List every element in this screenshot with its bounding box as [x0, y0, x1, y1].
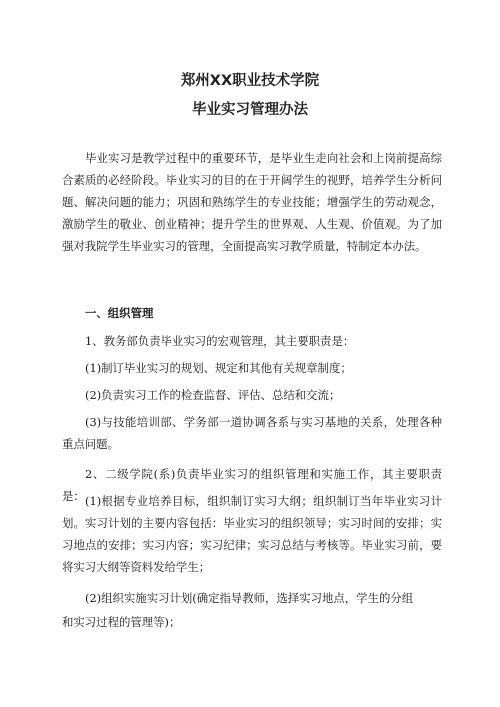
item-2-1-internship-plan: (1)根据专业培养目标，组织制订实习大纲；组织制订当年毕业实习计划。实习计划的主要内容包括：毕业实习的组织领导；实习时间的安排；实习地点的安排；实习内容；实习纪律；实习总结与考核等。毕业实习前，要将实习大纲等资料发给学生； — [62, 494, 442, 574]
item-1-3-coordination: (3)与技能培训部、学务部一道协调各系与实习基地的关系，处理各种重点问题。 — [62, 415, 442, 451]
item-1-2-supervision: (2)负责实习工作的检查监督、评估、总结和交流； — [85, 388, 341, 402]
item-2-2-implementation-line1: (2)组织实施实习计划(确定指导教师，选择实习地点，学生的分组 — [85, 591, 414, 605]
item-2-2-implementation-line2: 和实习过程的管理等)； — [62, 615, 181, 629]
section-heading-organization: 一、组织管理 — [85, 306, 154, 320]
item-1-academic-affairs: 1、教务部负责毕业实习的宏观管理，其主要职责是： — [85, 334, 355, 348]
document-title-regulation: 毕业实习管理办法 — [192, 102, 308, 118]
document-title-institution: 郑州XX职业技术学院 — [180, 73, 320, 89]
item-1-1-regulations: (1)制订毕业实习的规划、规定和其他有关规章制度； — [85, 361, 352, 375]
item-2-college-department: 2、二级学院(系)负责毕业实习的组织管理和实施工作，其主要职责是： — [62, 467, 442, 503]
intro-paragraph: 毕业实习是教学过程中的重要环节，是毕业生走向社会和上岗前提高综合素质的必经阶段。毕业实习的目的在于开阔学生的视野，培养学生分析问题、解决问题的能力；巩固和熟练学生的专业技能；增强学生的劳动观念，激励学生的敬业、创业精神；提升学生的世界观、人生观、价值观。为了加强对我院学生毕业实习的管理，全面提高实习教学质量，特制定本办法。 — [62, 151, 442, 253]
